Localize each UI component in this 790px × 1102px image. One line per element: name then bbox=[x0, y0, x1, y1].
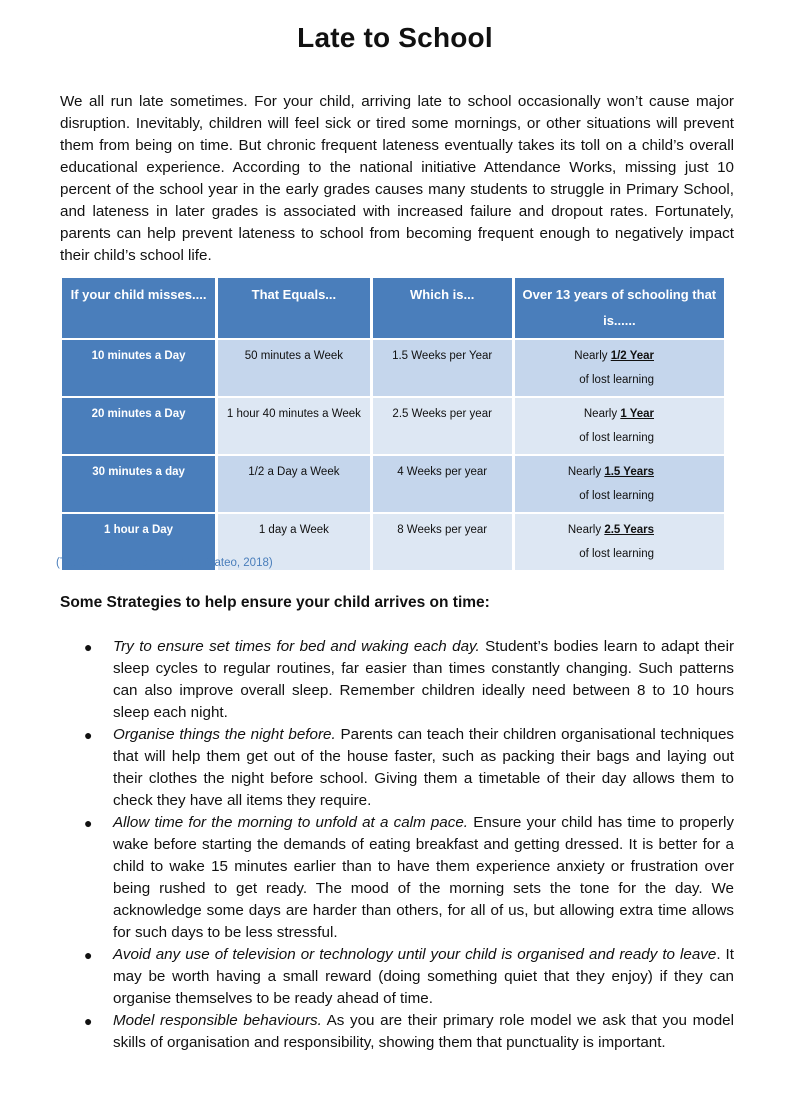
bullet-icon: ● bbox=[84, 727, 93, 743]
cell-over-13-years bbox=[513, 513, 725, 570]
cell-over-prefix: Nearly bbox=[574, 350, 608, 362]
cell-which: 8 Weeks per year bbox=[371, 513, 513, 570]
strategy-text: Ensure your child has time to properly wake before starting the demands of eating breakfast and getting dressed. It is better for a child to wake 15 minutes earlier than to have them experience anxiety or frustration over being rushed to get ready. The mood of the morning sets the tone for the day. We acknowledge some days are harder than others, for all of us, but allowing extra time allows for such days to be less stressful. bbox=[113, 814, 734, 941]
page-title: Late to School bbox=[297, 22, 493, 53]
strategies-heading: Some Strategies to help ensure your child arrives on time: bbox=[60, 594, 490, 611]
table-row bbox=[62, 455, 726, 513]
lateness-table bbox=[62, 278, 727, 560]
cell-misses: 1 hour a Day bbox=[62, 513, 217, 570]
cell-over-prefix: Nearly bbox=[567, 524, 602, 536]
strategy-item bbox=[60, 724, 734, 812]
cell-over-value: 1.5 Years bbox=[604, 466, 654, 478]
strategy-text: . It may be worth having a small reward (doing something quiet that they enjoy) if they can organise themselves to be ready ahead of time. bbox=[113, 946, 734, 1007]
cell-which: 2.5 Weeks per year bbox=[371, 397, 513, 455]
cell-over-13-years bbox=[513, 455, 725, 513]
cell-which: 4 Weeks per year bbox=[371, 455, 513, 513]
strategy-text: Student’s bodies learn to adapt their sleep cycles to regular routines, far easier than times constantly changing. Such patterns can also improve overall sleep. Remember children ideally need between 8 to 10 hours sleep each night. bbox=[113, 638, 735, 721]
strategy-item bbox=[60, 944, 734, 1010]
cell-over-value: 1/2 Year bbox=[610, 350, 654, 362]
cell-which: 1.5 Weeks per Year bbox=[371, 339, 513, 397]
cell-over-value: 1 Year bbox=[620, 408, 654, 420]
cell-equals: 1 day a Week bbox=[217, 513, 372, 570]
cell-over-suffix: of lost learning bbox=[579, 548, 654, 560]
cell-equals: 1/2 a Day a Week bbox=[217, 455, 372, 513]
cell-over-suffix: of lost learning bbox=[579, 490, 654, 502]
cell-over-suffix: of lost learning bbox=[579, 432, 654, 444]
strategy-lead: Allow time for the morning to unfold at a calm pace. bbox=[113, 814, 469, 831]
bullet-icon: ● bbox=[84, 815, 93, 831]
cell-over-13-years bbox=[513, 339, 725, 397]
cell-over-13-years bbox=[513, 397, 725, 455]
table-header-cell: If your child misses.... bbox=[62, 278, 217, 339]
lateness-table-grid bbox=[62, 278, 727, 570]
strategy-lead: Try to ensure set times for bed and waking each day. bbox=[113, 638, 480, 655]
table-row bbox=[62, 339, 726, 397]
cell-over-prefix: Nearly bbox=[567, 466, 602, 478]
cell-misses: 10 minutes a Day bbox=[62, 339, 217, 397]
strategy-lead: Avoid any use of television or technology until your child is organised and ready to leave bbox=[113, 946, 717, 963]
cell-misses: 30 minutes a day bbox=[62, 455, 217, 513]
bullet-icon: ● bbox=[84, 639, 93, 655]
table-source-note: (Table sourced from Keithlyn Mateo, 2018) bbox=[56, 557, 273, 569]
cell-misses: 20 minutes a Day bbox=[62, 397, 217, 455]
cell-equals: 1 hour 40 minutes a Week bbox=[217, 397, 372, 455]
table-header-cell: Over 13 years of schooling that is...... bbox=[513, 278, 725, 339]
strategy-item bbox=[60, 812, 734, 944]
table-row bbox=[62, 397, 726, 455]
strategies-list bbox=[60, 636, 734, 1054]
strategy-lead: Organise things the night before. bbox=[113, 726, 336, 743]
bullet-icon: ● bbox=[84, 947, 93, 963]
cell-equals: 50 minutes a Week bbox=[217, 339, 372, 397]
table-header-row bbox=[62, 278, 726, 339]
table-header-cell: Which is... bbox=[371, 278, 513, 339]
bullet-icon: ● bbox=[84, 1013, 93, 1029]
cell-over-prefix: Nearly bbox=[583, 408, 618, 420]
strategy-lead: Model responsible behaviours. bbox=[113, 1012, 322, 1029]
strategy-text: Parents can teach their children organisational techniques that will help them get out of the house faster, such as packing their bags and laying out their clothes the night before school. Giving them a timetable of their day allows them to check they have all items they require. bbox=[113, 726, 734, 809]
strategy-text: As you are their primary role model we ask that you model skills of organisation and responsibility, showing them that punctuality is important. bbox=[113, 1012, 734, 1051]
strategy-item bbox=[60, 636, 734, 724]
strategy-item bbox=[60, 1010, 734, 1054]
table-header-cell: That Equals... bbox=[217, 278, 372, 339]
cell-over-value: 2.5 Years bbox=[604, 524, 654, 536]
intro-paragraph: We all run late sometimes. For your child, arriving late to school occasionally won’t cause major disruption. Inevitably, children will feel sick or tired some mornings, or other situations will prevent them from being on time. But chronic frequent lateness eventually takes its toll on a child’s overall educational experience. According to the national initiative Attendance Works, missing just 10 percent of the school year in the early grades causes many students to struggle in Primary School, and lateness in later grades is associated with increased failure and dropout rates. Fortunately, parents can help prevent lateness to school from becoming frequent enough to negatively impact their child’s school life. bbox=[60, 93, 734, 264]
cell-over-suffix: of lost learning bbox=[579, 374, 654, 386]
